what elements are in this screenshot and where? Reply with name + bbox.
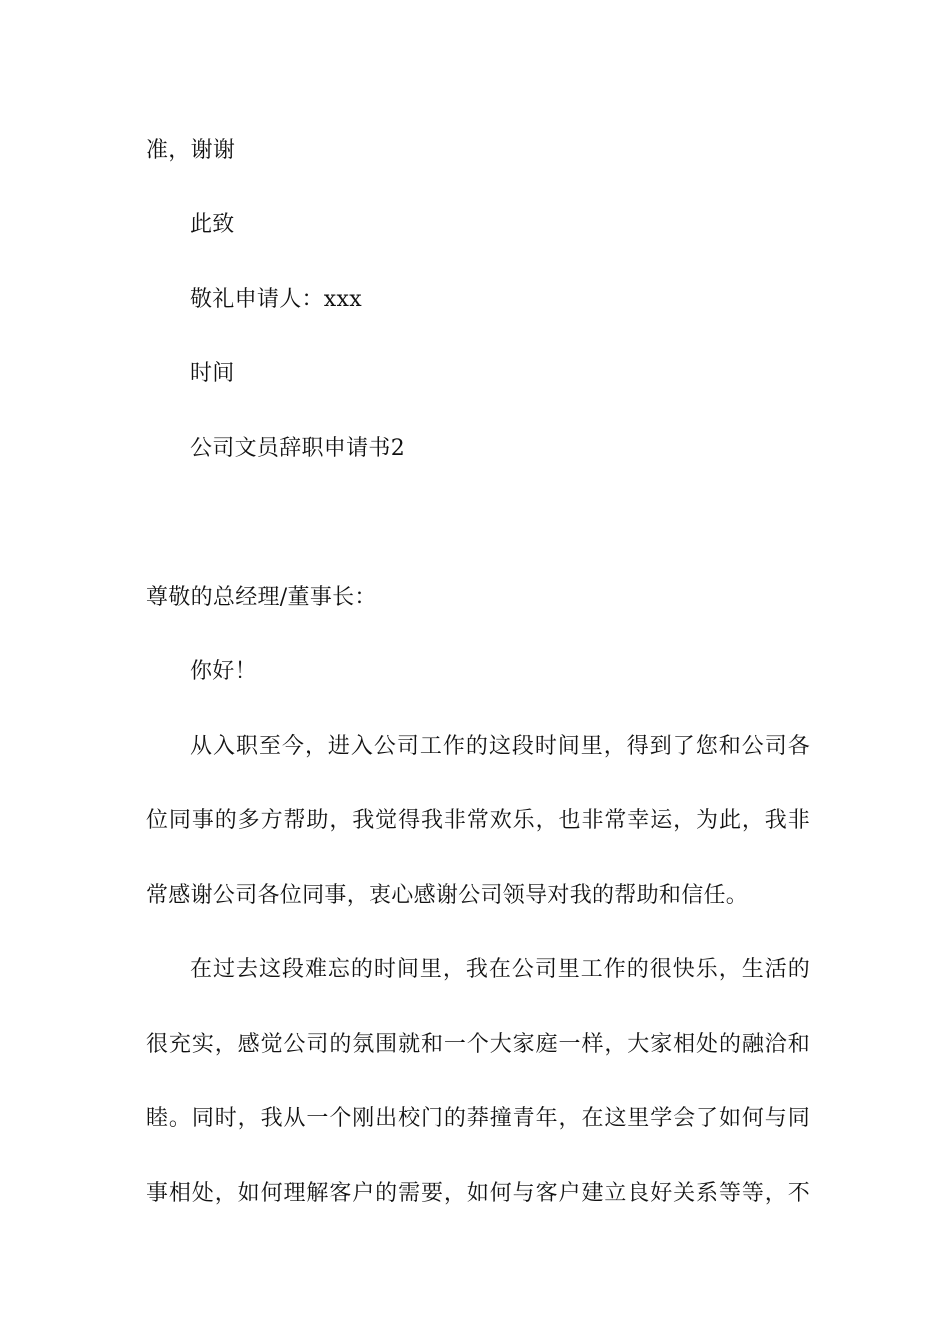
applicant-line: 敬礼申请人：xxx	[190, 287, 362, 312]
section-title: 公司文员辞职申请书2	[190, 436, 405, 461]
paragraph-line: 睦。同时，我从一个刚出校门的莽撞青年，在这里学会了如何与同	[146, 1106, 810, 1131]
letter-addressee: 尊敬的总经理/董事长：	[146, 585, 377, 610]
paragraph-line: 位同事的多方帮助，我觉得我非常欢乐，也非常幸运，为此，我非	[146, 808, 810, 833]
paragraph-line: 常感谢公司各位同事，衷心感谢公司领导对我的帮助和信任。	[146, 883, 749, 908]
date-line: 时间	[190, 361, 235, 386]
closing-salutation: 此致	[190, 212, 235, 237]
letter-greeting: 你好！	[190, 659, 257, 684]
paragraph-line: 在过去这段难忘的时间里，我在公司里工作的很快乐，生活的	[190, 957, 810, 982]
closing-text-fragment: 准，谢谢	[146, 138, 236, 163]
paragraph-line: 事相处，如何理解客户的需要，如何与客户建立良好关系等等，不	[146, 1181, 810, 1206]
paragraph-line: 从入职至今，进入公司工作的这段时间里，得到了您和公司各	[190, 734, 810, 759]
paragraph-line: 很充实，感觉公司的氛围就和一个大家庭一样，大家相处的融洽和	[146, 1032, 810, 1057]
